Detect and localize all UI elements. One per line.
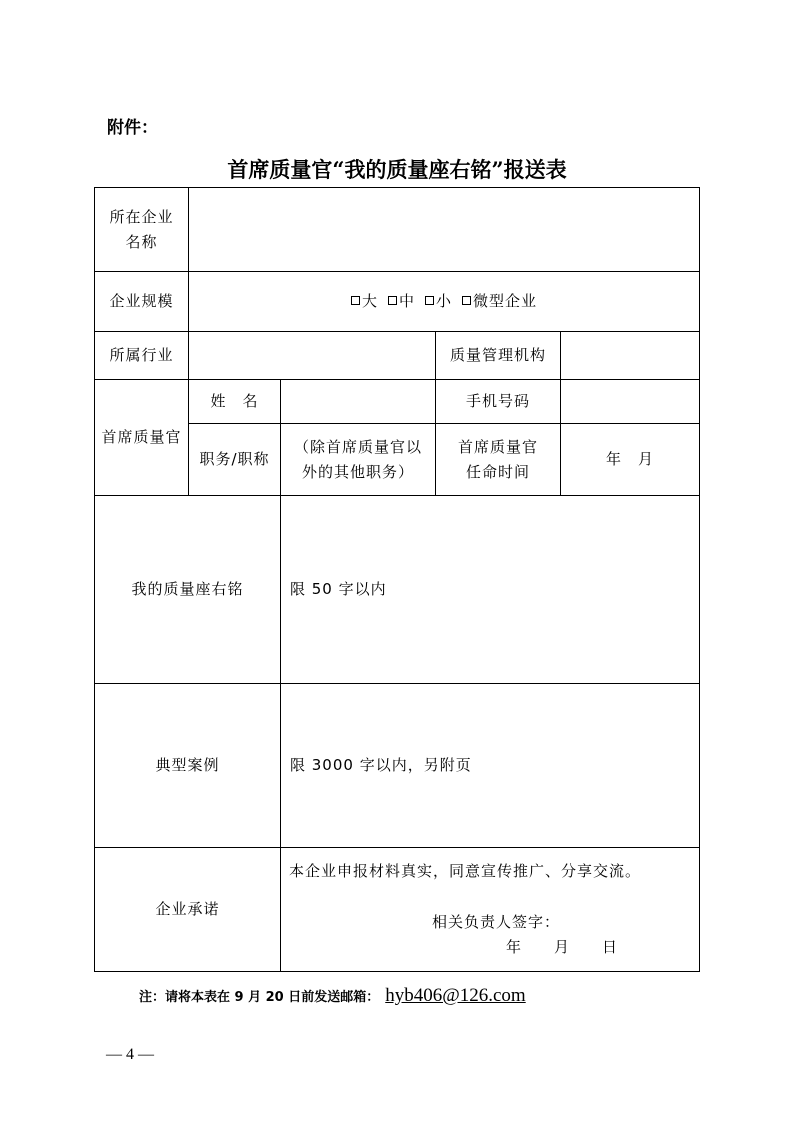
row-typical-case	[95, 684, 700, 848]
company-name-label-line1: 所在企业	[109, 207, 174, 226]
phone-label: 手机号码	[436, 380, 561, 424]
appoint-label-line2: 任命时间	[465, 462, 530, 481]
name-field[interactable]	[281, 380, 436, 424]
form-title: 首席质量官“我的质量座右铭”报送表	[227, 157, 567, 182]
position-hint-line1: （除首席质量官以	[293, 437, 422, 456]
motto-label: 我的质量座右铭	[95, 496, 281, 684]
company-scale-label: 企业规模	[95, 272, 189, 332]
row-industry	[95, 332, 700, 380]
position-label: 职务/职称	[189, 424, 281, 496]
company-name-label-line2: 名称	[125, 232, 158, 251]
company-name-label	[95, 188, 189, 272]
quality-org-field[interactable]	[561, 332, 700, 380]
appoint-label-line1: 首席质量官	[457, 437, 538, 456]
page-number: — 4 —	[106, 1046, 154, 1063]
row-motto	[95, 496, 700, 684]
scale-option-large[interactable]: 大	[351, 292, 378, 310]
case-field[interactable]: 限 3000 字以内，另附页	[281, 684, 700, 848]
position-field[interactable]	[281, 424, 436, 496]
scale-option-micro[interactable]: 微型企业	[462, 292, 537, 310]
scale-option-medium[interactable]: 中	[388, 292, 415, 310]
checkbox-icon[interactable]	[388, 296, 397, 305]
pledge-signature-label: 相关负责人签字：	[432, 913, 561, 931]
pledge-date: 年 月 日	[506, 938, 619, 956]
row-company-name	[95, 188, 700, 272]
attachment-label: 附件：	[107, 118, 158, 138]
position-hint-line2: 外的其他职务）	[301, 462, 414, 481]
footer-note	[139, 985, 526, 1007]
case-label: 典型案例	[95, 684, 281, 848]
industry-label: 所属行业	[95, 332, 189, 380]
industry-field[interactable]	[189, 332, 436, 380]
row-pledge	[95, 848, 700, 972]
phone-field[interactable]	[561, 380, 700, 424]
cqo-label: 首席质量官	[95, 380, 189, 496]
pledge-text: 本企业申报材料真实，同意宣传推广、分享交流。	[289, 862, 642, 880]
submission-form-table	[94, 187, 700, 972]
appoint-time-label	[436, 424, 561, 496]
row-cqo-name	[95, 380, 700, 424]
checkbox-icon[interactable]	[425, 296, 434, 305]
motto-field[interactable]: 限 50 字以内	[281, 496, 700, 684]
pledge-field[interactable]	[281, 848, 700, 972]
appoint-time-field[interactable]: 年 月	[561, 424, 700, 496]
checkbox-icon[interactable]	[351, 296, 360, 305]
checkbox-icon[interactable]	[462, 296, 471, 305]
note-text: 注：请将本表在 9 月 20 日前发送邮箱：	[139, 990, 380, 1005]
scale-option-small[interactable]: 小	[425, 292, 452, 310]
email-link[interactable]: hyb406@126.com	[385, 985, 526, 1006]
company-name-field[interactable]	[189, 188, 700, 272]
name-label: 姓 名	[189, 380, 281, 424]
company-scale-options	[189, 272, 700, 332]
row-company-scale	[95, 272, 700, 332]
quality-org-label: 质量管理机构	[436, 332, 561, 380]
pledge-label: 企业承诺	[95, 848, 281, 972]
